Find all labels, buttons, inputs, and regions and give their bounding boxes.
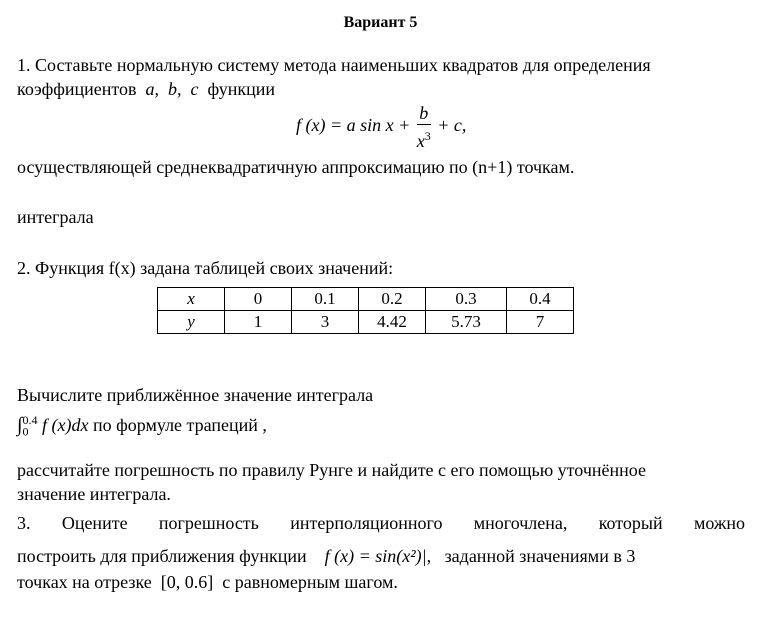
table-row (158, 311, 574, 334)
table-cell: 0.3 (426, 288, 507, 311)
task3-line3-prefix: точках на отрезке (17, 572, 152, 592)
task3-line2-suffix: заданной значениями в 3 (444, 546, 636, 566)
integral-expression: f (x)dx (41, 415, 89, 435)
table-row (158, 288, 574, 311)
table-cell: 4.42 (359, 311, 426, 334)
coef-b: b, (168, 79, 182, 99)
task3-line2-prefix: построить для приближения функции (17, 546, 307, 566)
formula-fraction (417, 102, 431, 152)
integral-sign: ∫ (17, 414, 23, 436)
table-cell: 0.2 (359, 288, 426, 311)
table-cell: 3 (292, 311, 359, 334)
formula-den-power: 3 (424, 129, 431, 143)
task1-line2 (17, 77, 275, 101)
table-cell: x (158, 288, 225, 311)
table-cell: 0.1 (292, 288, 359, 311)
task3-line1: 3. Оцените погрешность интерполяционного многочлена, который можно (17, 513, 745, 533)
table-cell: 7 (507, 311, 574, 334)
task1-line2-suffix: функции (207, 79, 276, 99)
integral-line (17, 408, 267, 444)
coef-c: c (190, 79, 199, 99)
task3-line2 (17, 544, 635, 568)
task3-interval: [0, 0.6] (160, 572, 214, 592)
formula-den-base: x (416, 131, 425, 151)
values-table (157, 287, 574, 334)
task1-line3: осуществляющей среднеквадратичную аппроксимацию по (n+1) точкам. (17, 157, 575, 177)
task1-line2-prefix: коэффициентов (17, 79, 137, 99)
table-cell: 1 (225, 311, 292, 334)
formula-numerator: b (417, 102, 431, 125)
formula-left: f (x) = a sin x + (296, 115, 411, 136)
table-cell: 0 (225, 288, 292, 311)
task2-heading: 2. Функция f(x) задана таблицей своих значений: (17, 258, 394, 278)
task1-line1: 1. Составьте нормальную систему метода наименьших квадратов для определения (17, 55, 651, 75)
coef-a: a, (145, 79, 160, 99)
approximation-formula (296, 102, 466, 152)
integral-upper: 0.4 (22, 413, 38, 427)
task3-function: f (x) = sin(x²)|, (324, 546, 432, 566)
integral-tail: по формуле трапеций , (92, 415, 267, 435)
page-title: Вариант 5 (343, 14, 418, 31)
formula-denominator (417, 125, 431, 152)
task2-runge-line2: значение интеграла. (17, 484, 171, 504)
table-cell: y (158, 311, 225, 334)
task2-runge-line1: рассчитайте погрешность по правилу Рунге и найдите с его помощью уточнённое (17, 460, 646, 480)
table-cell: 0.4 (507, 288, 574, 311)
task2-compute-line: Вычислите приближённое значение интеграла (17, 385, 374, 405)
integral-lower: 0 (22, 424, 29, 439)
stray-word: интеграла (17, 207, 94, 227)
task3-line3-suffix: с равномерным шагом. (222, 572, 398, 592)
task3-line3 (17, 570, 398, 594)
table-cell: 5.73 (426, 311, 507, 334)
formula-right: + c, (437, 115, 467, 136)
